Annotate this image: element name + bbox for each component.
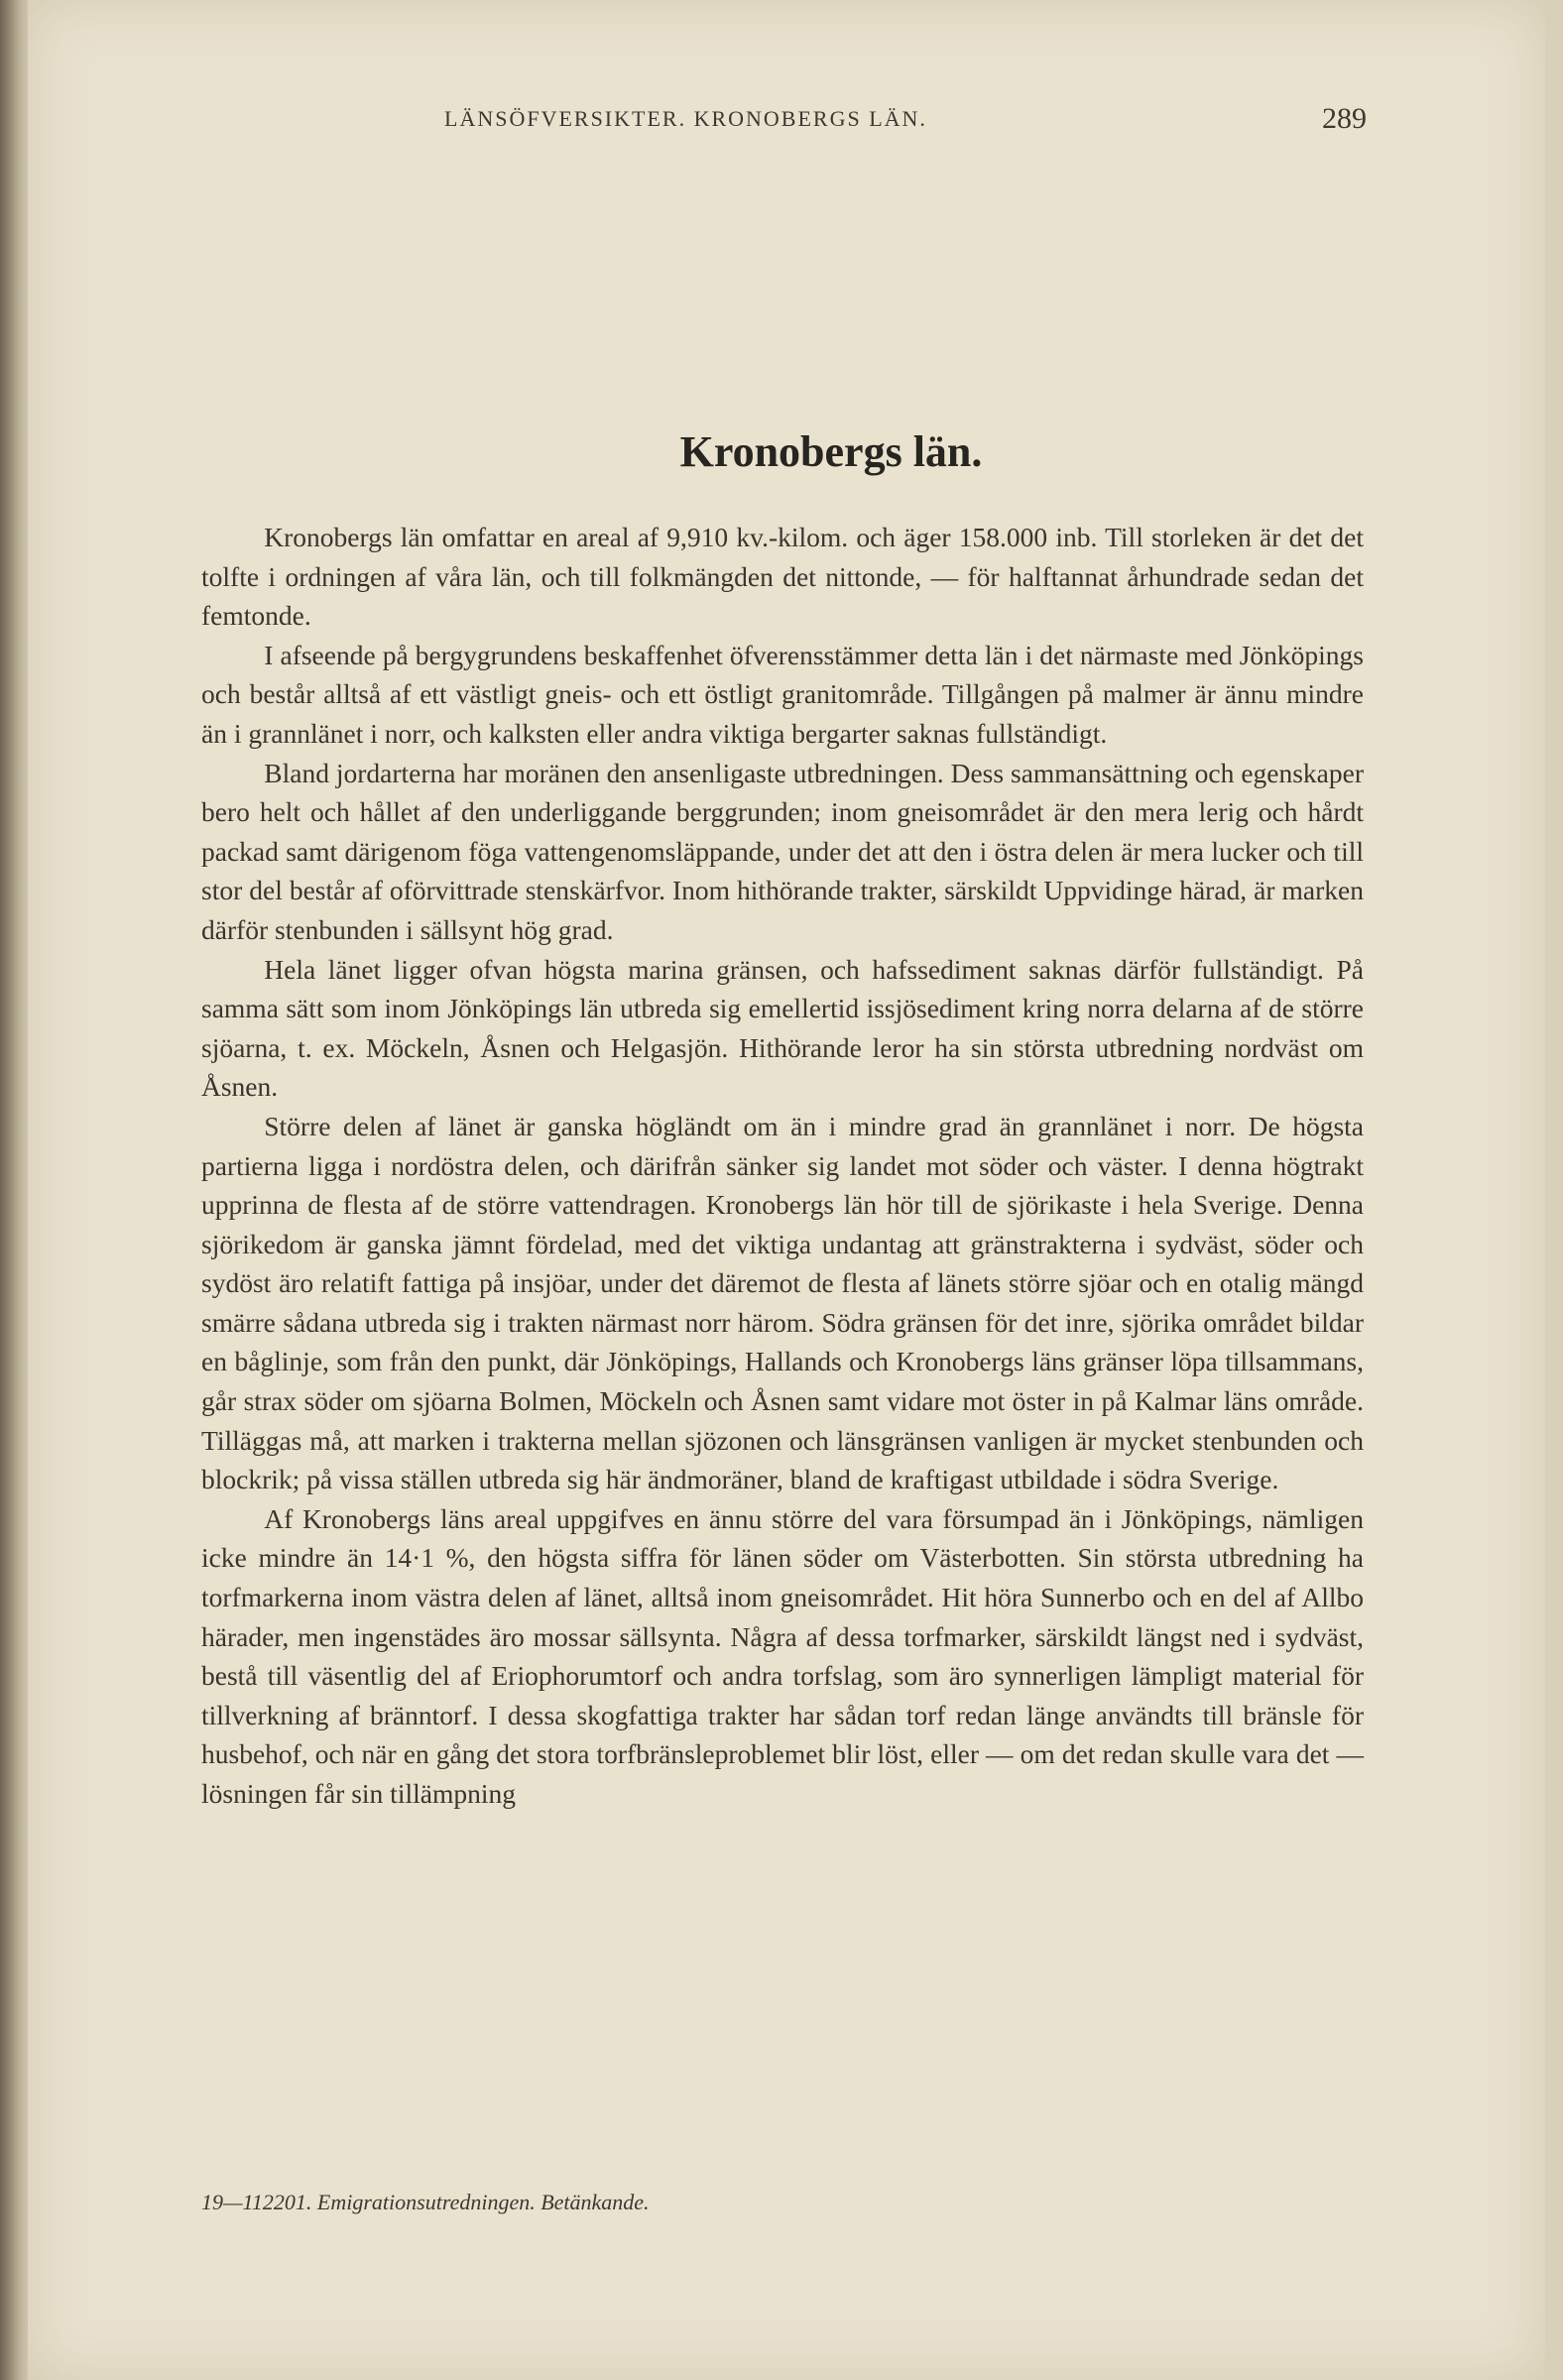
page-number: 289 bbox=[1322, 102, 1367, 135]
paragraph: Hela länet ligger ofvan högsta marina gränsen, och hafssediment saknas därför fullständigt. På samma sätt som inom Jönköpings län utbreda sig emellertid issjösediment kring norra delarna af de större sjöarna, t. ex. Möckeln, Åsnen och Helgasjön. Hithörande leror ha sin största utbredning nordväst om Åsnen. bbox=[201, 953, 1364, 1103]
paragraph: Större delen af länet är ganska högländt om än i mindre grad än grannlänet i norr. De högsta partierna ligga i nordöstra delen, och därifrån sänker sig landet mot söder och väster. I denna högtrakt upprinna de flesta af de större vattendragen. Kronobergs län hör till de sjörikaste i hela Sverige. Denna sjörikedom är ganska jämnt fördelad, med det viktiga undantag att gränstrakterna i sydväst, söder och sydöst äro relatift fattiga på insjöar, under det däremot de flesta af länets större sjöar och en otalig mängd smärre sådana utbreda sig i trakten närmast norr härom. Södra gränsen för det inre, sjörika området bildar en båglinje, som från den punkt, där Jönköpings, Hallands och Kronobergs läns gränser löpa tillsammans, går strax söder om sjöarna Bolmen, Möckeln och Åsnen samt vidare mot öster in på Kalmar läns område. Tilläggas må, att marken i trakterna mellan sjözonen och länsgränsen vanligen är mycket stenbunden och blockrik; på vissa ställen utbreda sig här ändmoräner, bland de kraftigast utbildade i södra Sverige. bbox=[201, 1110, 1364, 1495]
body-text bbox=[201, 518, 1364, 1814]
chapter-title: Kronobergs län. bbox=[679, 427, 983, 476]
running-head: LÄNSÖFVERSIKTER. KRONOBERGS LÄN. bbox=[444, 106, 927, 131]
paragraph: I afseende på bergygrundens beskaffenhet öfverensstämmer detta län i det närmaste med Jönköpings och består alltså af ett västligt gneis- och ett östligt granitområde. Tillgången på malmer är ännu mindre än i grannlänet i norr, och kalksten eller andra viktiga bergarter saknas fullständigt. bbox=[201, 639, 1364, 749]
book-page bbox=[28, 0, 1545, 2380]
paragraph: Kronobergs län omfattar en areal af 9,910 kv.-kilom. och äger 158.000 inb. Till storleken är det det tolfte i ordningen af våra län, och till folkmängden det nittonde, — för halftannat århundrade sedan det femtonde. bbox=[201, 522, 1364, 632]
page-header bbox=[444, 102, 1367, 142]
paragraph: Bland jordarterna har moränen den ansenligaste utbredningen. Dess sammansättning och egenskaper bero helt och hållet af den underliggande berggrunden; inom gneisområdet är den mera lerig och hårdt packad samt därigenom föga vattengenomsläppande, under det att den i östra delen är mera lucker och till stor del består af oförvittrade stenskärfvor. Inom hithörande trakter, särskildt Uppvidinge härad, är marken därför stenbunden i sällsynt hög grad. bbox=[201, 757, 1364, 945]
page-footer: 19—112201. Emigrationsutredningen. Betänkande. bbox=[201, 2190, 650, 2214]
paragraph: Af Kronobergs läns areal uppgifves en ännu större del vara försumpad än i Jönköpings, nämligen icke mindre än 14·1 %, den högsta siffra för länen söder om Västerbotten. Sin största utbredning ha torfmarkerna inom västra delen af länet, alltså inom gneisområdet. Hit höra Sunnerbo och en del af Allbo härader, men ingenstädes äro mossar sällsynta. Några af dessa torfmarker, särskildt längst ned i sydväst, bestå till väsentlig del af Eriophorumtorf och andra torfslag, som äro synnerligen lämpligt material för tillverkning af bränntorf. I dessa skogfattiga trakter har sådan torf redan länge användts till bränsle för husbehof, och när en gång det stora torfbränsleproblemet blir löst, eller — om det redan skulle vara det — lösningen får sin tillämpning bbox=[201, 1502, 1364, 1809]
